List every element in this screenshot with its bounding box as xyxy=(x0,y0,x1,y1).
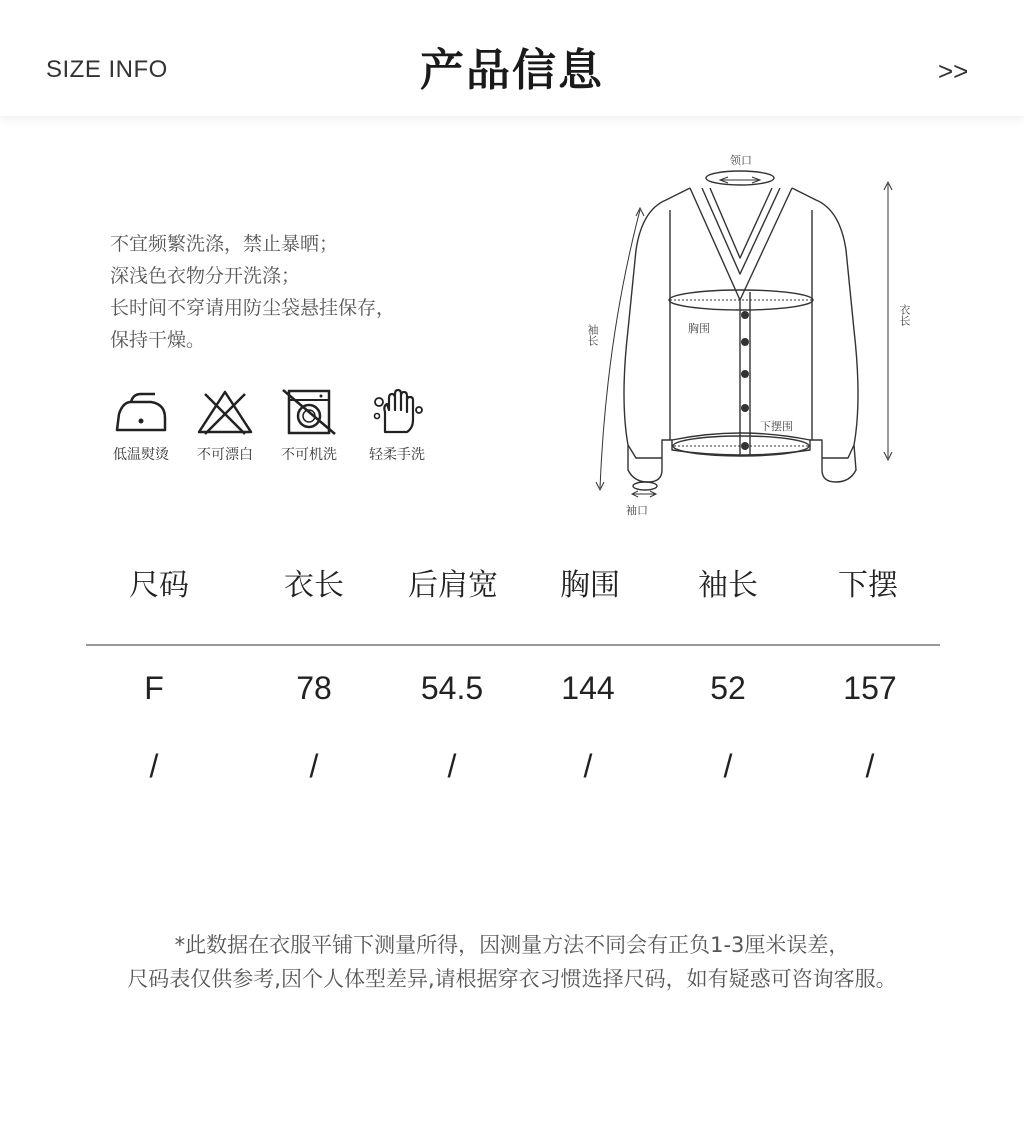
next-arrow-button[interactable]: >> xyxy=(938,56,969,86)
table-header-row xyxy=(86,560,940,620)
hand-wash-icon xyxy=(367,388,427,436)
care-item-no-bleach xyxy=(180,388,270,464)
sleeve-length-label: 袖长 xyxy=(586,324,599,346)
measurement-note-line1: *此数据在衣服平铺下测量所得，因测量方法不同会有正负1-3厘米误差， xyxy=(174,933,850,957)
icon-label: 不可漂白 xyxy=(197,447,253,463)
iron-icon xyxy=(111,388,171,436)
icon-label: 低温熨烫 xyxy=(113,447,169,463)
table-cell: / xyxy=(583,748,593,784)
table-cell: F xyxy=(144,670,164,706)
care-line: 不宜频繁洗涤，禁止暴晒； xyxy=(110,233,339,255)
garment-diagram xyxy=(570,140,910,520)
length-label: 衣长 xyxy=(898,304,911,326)
care-item-iron xyxy=(96,388,186,464)
care-instructions xyxy=(110,228,395,356)
header-chest: 胸围 xyxy=(560,568,620,603)
hem-label: 下摆围 xyxy=(760,420,793,433)
table-cell: 54.5 xyxy=(420,670,484,706)
table-cell: 78 xyxy=(296,670,332,706)
page-title: 产品信息 xyxy=(420,45,604,96)
header-length: 衣长 xyxy=(284,568,344,603)
icon-label: 不可机洗 xyxy=(281,447,337,463)
header-shoulder: 后肩宽 xyxy=(408,568,498,603)
care-line: 长时间不穿请用防尘袋悬挂保存， xyxy=(110,297,396,319)
chest-label: 胸围 xyxy=(688,322,710,335)
care-line: 保持干燥。 xyxy=(110,329,206,351)
table-cell: 157 xyxy=(843,670,897,706)
header-sleeve: 袖长 xyxy=(698,568,758,603)
table-cell: / xyxy=(149,748,159,784)
table-cell: / xyxy=(723,748,733,784)
cardigan-illustration xyxy=(570,140,910,520)
care-item-no-machine-wash xyxy=(264,388,354,464)
header-size: 尺码 xyxy=(129,568,189,603)
care-line: 深浅色衣物分开洗涤； xyxy=(110,265,301,287)
table-row xyxy=(86,748,940,798)
table-divider xyxy=(86,644,940,646)
cuff-label: 袖口 xyxy=(626,504,648,517)
size-info-label: SIZE INFO xyxy=(46,56,168,83)
no-machine-wash-icon xyxy=(279,388,339,436)
collar-label: 领口 xyxy=(730,154,752,167)
table-cell: / xyxy=(447,748,457,784)
no-bleach-icon xyxy=(195,388,255,436)
table-cell: / xyxy=(865,748,875,784)
header-hem: 下摆 xyxy=(838,568,898,603)
table-cell: / xyxy=(309,748,319,784)
table-cell: 52 xyxy=(710,670,746,706)
icon-label: 轻柔手洗 xyxy=(369,447,425,463)
header-bar xyxy=(0,0,1024,116)
size-table-header xyxy=(86,560,940,620)
table-cell: 144 xyxy=(561,670,615,706)
measurement-note-line2: 尺码表仅供参考,因个人体型差异,请根据穿衣习惯选择尺码，如有疑惑可咨询客服。 xyxy=(127,967,897,991)
care-item-hand-wash xyxy=(352,388,442,464)
table-row xyxy=(86,670,940,720)
